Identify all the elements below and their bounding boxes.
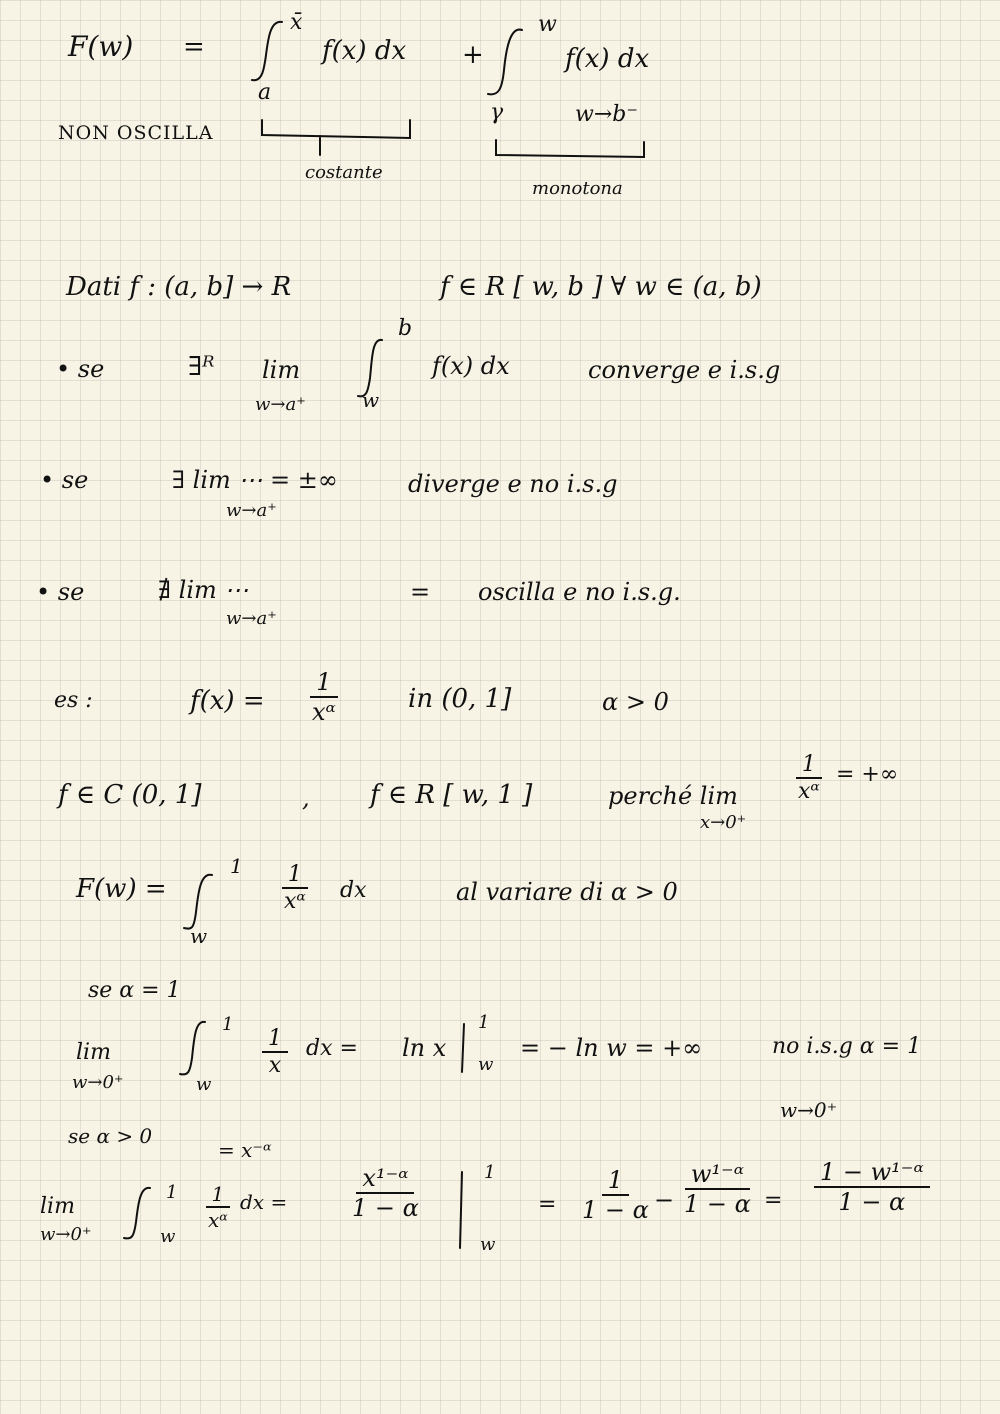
F-w-lower: w <box>190 924 208 948</box>
F-definition-lhs: F(w) <box>68 30 134 63</box>
plus-sign: + <box>462 40 484 70</box>
perche-lim: perché lim <box>608 782 738 810</box>
term-2-numerator: w¹⁻ᵅ <box>685 1160 750 1190</box>
F-w-denominator: xᵅ <box>284 889 306 914</box>
integral-2-lower-limit: γ <box>490 100 504 125</box>
comma: , <box>302 784 310 812</box>
integral-sign-2 <box>488 30 522 95</box>
case-alpha-1: se α = 1 <box>88 978 181 1003</box>
integral-1-upper-limit: x̄ <box>290 10 303 35</box>
case-1-int-lower: w <box>362 388 380 412</box>
x-neg-alpha-note: = x⁻ᵅ <box>218 1138 272 1162</box>
eval-bar-2 <box>460 1172 462 1248</box>
frac-alpha-1-numerator: 1 <box>262 1026 288 1053</box>
antiderivative-denominator: 1 − α <box>352 1194 419 1222</box>
limit-note: w→b⁻ <box>575 102 638 127</box>
eval-2-upper: 1 <box>484 1162 496 1183</box>
equals-2: = <box>538 1192 557 1217</box>
continuity-claim: f ∈ C (0, 1] <box>58 780 202 810</box>
F-w-lhs: F(w) = <box>76 874 167 904</box>
brace-1 <box>262 120 410 155</box>
int-alpha-2-upper: 1 <box>166 1182 178 1203</box>
term-2-fraction <box>672 1160 763 1218</box>
integral-1-body: f(x) dx <box>322 36 407 66</box>
integral-sign-4 <box>184 875 212 929</box>
perche-result: = +∞ <box>836 762 899 787</box>
dati-line: Dati f : (a, b] → R <box>66 272 292 302</box>
case-3-bullet: • se <box>36 578 85 606</box>
alpha-condition: α > 0 <box>602 688 669 716</box>
equals-sign: = <box>183 32 205 62</box>
case-2-bullet: • se <box>40 466 89 494</box>
eval-1-lower: w <box>478 1054 494 1075</box>
case-1-lim: lim <box>262 356 301 384</box>
frac-alpha-2-numerator: 1 <box>206 1182 231 1208</box>
frac-alpha-2 <box>196 1182 240 1232</box>
integral-sign-1 <box>252 22 282 80</box>
F-w-note: al variare di α > 0 <box>456 878 678 906</box>
term-2-denominator: 1 − α <box>684 1190 751 1218</box>
brace-2 <box>496 140 644 157</box>
example-f-lhs: f(x) = <box>190 686 265 716</box>
int-alpha-1-lower: w <box>196 1074 212 1095</box>
int-alpha-2-lower: w <box>160 1226 176 1247</box>
perche-fraction <box>786 752 832 804</box>
final-fraction <box>808 1158 936 1216</box>
integral-1-lower-limit: a <box>258 80 272 105</box>
integral-sign-6 <box>124 1188 150 1239</box>
ln-x: ln x <box>402 1034 447 1062</box>
int-alpha-1-upper: 1 <box>222 1014 234 1035</box>
F-w-numerator: 1 <box>282 862 308 889</box>
frac-alpha-1-denominator: x <box>268 1053 282 1078</box>
case-2-text: ∃ lim ⋯ = ±∞ <box>172 466 338 494</box>
frac-alpha-2-denominator: xᵅ <box>208 1208 228 1232</box>
brace-2-label: monotona <box>532 178 623 199</box>
w-to-0-note: w→0⁺ <box>780 1098 838 1122</box>
integral-2-upper-limit: w <box>538 12 557 37</box>
frac-alpha-1 <box>256 1026 294 1078</box>
antiderivative-fraction <box>340 1164 431 1222</box>
eval-1-upper: 1 <box>478 1012 490 1033</box>
example-fraction <box>300 668 348 726</box>
case-3-result: oscilla e no i.s.g. <box>478 578 681 606</box>
dx-equals-1: dx = <box>306 1036 358 1061</box>
F-w-fraction <box>272 862 318 914</box>
case-1-result: converge e i.s.g <box>588 356 781 384</box>
F-w-upper: 1 <box>230 854 243 878</box>
case-1-exists: ∃ᴿ <box>188 352 215 382</box>
case-3-eq: = <box>410 578 431 606</box>
case-2-result: diverge e no i.s.g <box>408 470 618 498</box>
brace-1-label: costante <box>305 162 383 183</box>
F-w-dx: dx <box>340 878 367 903</box>
no-isg-alpha-1: no i.s.g α = 1 <box>772 1034 922 1059</box>
case-1-integrand: f(x) dx <box>432 352 510 380</box>
case-1-int-upper: b <box>398 316 413 341</box>
minus-sign: − <box>654 1186 675 1214</box>
example-denominator: xᵅ <box>312 698 336 726</box>
lim-alpha-1: lim <box>76 1040 111 1065</box>
lim-alpha-2: lim <box>40 1194 75 1219</box>
term-1-denominator: 1 − α <box>582 1196 649 1224</box>
equals-3: = <box>764 1188 783 1213</box>
perche-numerator: 1 <box>796 752 822 779</box>
perche-lim-sub: x→0⁺ <box>700 812 747 833</box>
dx-equals-2: dx = <box>240 1190 288 1214</box>
lim-alpha-2-sub: w→0⁺ <box>40 1224 92 1245</box>
case-3-sub: w→a⁺ <box>226 608 277 629</box>
final-denominator: 1 − α <box>838 1188 906 1216</box>
lim-alpha-1-sub: w→0⁺ <box>72 1072 124 1093</box>
eval-bar-1 <box>462 1024 464 1072</box>
antiderivative-numerator: x¹⁻ᵅ <box>356 1164 414 1194</box>
term-1-fraction <box>570 1166 661 1224</box>
term-1-numerator: 1 <box>602 1166 629 1196</box>
riemann-claim: f ∈ R [ w, 1 ] <box>370 780 533 810</box>
example-label: es : <box>54 688 93 713</box>
case-2-sub: w→a⁺ <box>226 500 277 521</box>
perche-denominator: xᵅ <box>798 779 820 804</box>
case-alpha-gt-0: se α > 0 <box>68 1124 153 1148</box>
riemann-condition: f ∈ R [ w, b ] ∀ w ∈ (a, b) <box>440 272 762 302</box>
integral-2-body: f(x) dx <box>565 44 650 74</box>
case-1-bullet: • se <box>56 355 105 383</box>
final-numerator: 1 − w¹⁻ᵅ <box>814 1158 930 1188</box>
non-oscilla-note: NON OSCILLA <box>58 122 214 144</box>
case-3-text: ∄ lim ⋯ <box>158 576 249 604</box>
result-alpha-1: = − ln w = +∞ <box>520 1034 703 1062</box>
example-numerator: 1 <box>310 668 337 698</box>
integral-sign-5 <box>180 1022 205 1075</box>
example-domain: in (0, 1] <box>408 684 512 714</box>
case-1-lim-sub: w→a⁺ <box>255 394 306 415</box>
eval-2-lower: w <box>480 1234 496 1255</box>
